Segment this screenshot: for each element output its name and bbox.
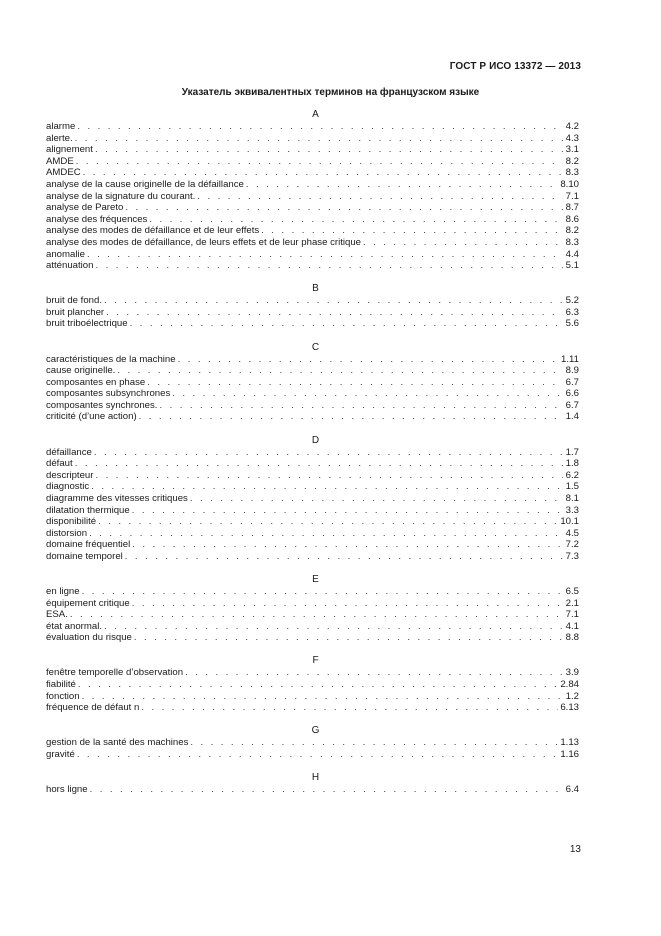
index-entry: [46, 551, 579, 563]
index-section-e: [46, 574, 579, 644]
entry-term: fréquence de défaut n: [46, 702, 140, 714]
entry-term: analyse de la signature du courant.: [46, 190, 196, 202]
entry-term: AMDEC: [46, 167, 81, 179]
entry-reference: 5.1: [565, 260, 579, 272]
index-entry: [46, 609, 579, 621]
section-letter: H: [311, 772, 320, 784]
term-index: [46, 109, 579, 807]
entry-term: domaine fréquentiel: [46, 539, 131, 551]
entry-reference: 4.1: [565, 620, 579, 632]
leader-dots: [132, 539, 563, 551]
index-entry: [46, 691, 579, 703]
entry-term: caractéristiques de la machine: [46, 353, 176, 365]
leader-dots: [125, 202, 563, 214]
leader-dots: [90, 784, 563, 796]
index-entry: [46, 528, 579, 540]
entry-reference: 7.1: [565, 190, 579, 202]
entry-term: analyse des fréquences: [46, 213, 148, 225]
entry-reference: 2.1: [565, 597, 579, 609]
entry-term: diagnostic: [46, 481, 90, 493]
index-entry: [46, 225, 579, 237]
index-entry: [46, 516, 579, 528]
entry-reference: 8.7: [565, 202, 579, 214]
leader-dots: [185, 667, 563, 679]
entry-term: AMDE: [46, 155, 74, 167]
entry-term: descripteur: [46, 469, 94, 481]
index-section-c: [46, 342, 579, 424]
entry-reference: 3.1: [565, 144, 579, 156]
index-entry: [46, 144, 579, 156]
entry-reference: 8.10: [560, 178, 579, 190]
entry-term: analyse des modes de défaillance, de leurs effets et de leur phase critique: [46, 236, 362, 248]
entry-term: dilatation thermique: [46, 504, 130, 516]
entry-term: état anormal.: [46, 620, 102, 632]
leader-dots: [159, 400, 563, 412]
index-entry: [46, 354, 579, 366]
leader-dots: [130, 318, 563, 330]
entry-reference: 7.3: [565, 550, 579, 562]
entry-reference: 4.3: [565, 132, 579, 144]
entry-term: composantes en phase: [46, 376, 146, 388]
index-entry: [46, 179, 579, 191]
entry-term: bruit de fond.: [46, 295, 103, 307]
entry-reference: 7.2: [565, 539, 579, 551]
index-entry: [46, 737, 579, 749]
leader-dots: [94, 447, 563, 459]
entry-reference: 4.5: [565, 527, 579, 539]
leader-dots: [125, 551, 563, 563]
entry-term: analyse de la cause originelle de la défaillance: [46, 178, 244, 190]
entry-term: bruit triboélectrique: [46, 318, 128, 330]
section-letter: D: [311, 434, 320, 446]
index-entry: [46, 458, 579, 470]
leader-dots: [95, 470, 563, 482]
leader-dots: [95, 260, 563, 272]
entry-term: alerte.: [46, 132, 73, 144]
leader-dots: [98, 516, 558, 528]
entry-reference: 7.1: [565, 609, 579, 621]
index-section-f: [46, 655, 579, 713]
leader-dots: [172, 388, 563, 400]
document-header: ГОСТ Р ИСО 13372 — 2013: [449, 61, 581, 72]
entry-term: domaine temporel: [46, 550, 123, 562]
entry-reference: 3.9: [565, 667, 579, 679]
index-entry: [46, 632, 579, 644]
section-letter: E: [312, 574, 319, 585]
section-letter: F: [312, 655, 319, 667]
leader-dots: [246, 179, 558, 191]
section-letter: A: [312, 109, 319, 120]
entry-reference: 1.7: [565, 446, 579, 458]
entry-term: cause originelle.: [46, 365, 116, 377]
index-entry: [46, 679, 579, 691]
entry-term: équipement critique: [46, 597, 130, 609]
entry-term: gravité: [46, 748, 75, 760]
entry-reference: 6.3: [565, 306, 579, 318]
index-title: Указатель эквивалентных терминов на французском языке: [181, 87, 480, 98]
leader-dots: [178, 354, 559, 366]
entry-term: défaut: [46, 458, 73, 470]
leader-dots: [70, 609, 563, 621]
index-entry: [46, 411, 579, 423]
index-entry: [46, 784, 579, 796]
leader-dots: [117, 365, 563, 377]
section-letter: B: [312, 283, 319, 295]
entry-term: composantes synchrones.: [46, 399, 158, 411]
entry-reference: 6.5: [565, 586, 579, 597]
index-entry: [46, 505, 579, 517]
index-entry: [46, 260, 579, 272]
entry-term: alignement: [46, 144, 93, 156]
index-entry: [46, 237, 579, 249]
index-entry: [46, 598, 579, 610]
entry-term: fenêtre temporelle d’observation: [46, 667, 184, 679]
entry-term: composantes subsynchrones: [46, 388, 171, 400]
entry-reference: 4.4: [565, 248, 579, 260]
leader-dots: [87, 249, 563, 261]
index-entry: [46, 621, 579, 633]
index-entry: [46, 318, 579, 330]
entry-term: distorsion: [46, 527, 88, 539]
entry-reference: 1.11: [561, 353, 579, 365]
entry-reference: 5.2: [565, 295, 579, 307]
index-entry: [46, 167, 579, 179]
leader-dots: [82, 691, 563, 703]
entry-reference: 5.6: [565, 318, 579, 330]
leader-dots: [78, 679, 558, 691]
entry-reference: 6.4: [565, 784, 579, 796]
index-entry: [46, 191, 579, 203]
entry-reference: 6.7: [565, 399, 579, 411]
leader-dots: [141, 702, 558, 714]
leader-dots: [77, 749, 559, 761]
index-entry: [46, 377, 579, 389]
leader-dots: [132, 505, 563, 517]
entry-reference: 8.6: [565, 213, 579, 225]
index-entry: [46, 307, 579, 319]
leader-dots: [83, 167, 563, 179]
entry-term: fiabilité: [46, 679, 76, 691]
entry-term: anomalie: [46, 248, 85, 260]
leader-dots: [75, 133, 563, 145]
entry-reference: 8.1: [565, 492, 579, 504]
entry-reference: 1.4: [565, 411, 579, 423]
entry-term: évaluation du risque: [46, 632, 132, 644]
leader-dots: [106, 307, 563, 319]
leader-dots: [190, 737, 558, 749]
index-entry: [46, 214, 579, 226]
leader-dots: [76, 156, 563, 168]
entry-reference: 6.6: [565, 388, 579, 400]
section-letter: G: [311, 725, 320, 737]
index-entry: [46, 295, 579, 307]
entry-reference: 3.3: [565, 504, 579, 516]
entry-term: en ligne: [46, 586, 80, 597]
entry-term: criticité (d’une action): [46, 411, 137, 423]
entry-reference: 8.9: [565, 365, 579, 377]
index-section-d: [46, 435, 579, 563]
leader-dots: [132, 598, 563, 610]
entry-term: ESA.: [46, 609, 68, 621]
entry-reference: 1.8: [565, 458, 579, 470]
leader-dots: [197, 191, 563, 203]
index-section-b: [46, 283, 579, 330]
entry-term: gestion de la santé des machines: [46, 737, 189, 749]
index-entry: [46, 447, 579, 459]
leader-dots: [363, 237, 563, 249]
entry-reference: 8.3: [565, 167, 579, 179]
index-entry: [46, 539, 579, 551]
index-entry: [46, 202, 579, 214]
entry-term: hors ligne: [46, 784, 88, 796]
entry-reference: 2.84: [560, 679, 579, 691]
entry-term: fonction: [46, 690, 80, 702]
index-entry: [46, 133, 579, 145]
section-letter: C: [311, 341, 320, 353]
entry-reference: 6.2: [565, 469, 579, 481]
index-section-h: [46, 772, 579, 796]
leader-dots: [89, 528, 563, 540]
index-entry: [46, 388, 579, 400]
entry-reference: 6.13: [560, 702, 579, 714]
leader-dots: [190, 493, 563, 505]
leader-dots: [149, 214, 563, 226]
index-entry: [46, 493, 579, 505]
entry-term: bruit plancher: [46, 306, 105, 318]
entry-reference: 1.2: [565, 690, 579, 702]
entry-reference: 1.5: [565, 481, 579, 493]
index-entry: [46, 749, 579, 761]
leader-dots: [104, 295, 563, 307]
entry-term: analyse de Pareto: [46, 202, 124, 214]
entry-reference: 6.7: [565, 376, 579, 388]
index-entry: [46, 400, 579, 412]
entry-term: diagramme des vitesses critiques: [46, 492, 188, 504]
entry-reference: 1.13: [560, 737, 579, 749]
entry-reference: 8.2: [565, 155, 579, 167]
index-entry: [46, 365, 579, 377]
leader-dots: [261, 225, 563, 237]
entry-term: analyse des modes de défaillance et de leur effets: [46, 225, 260, 237]
index-entry: [46, 156, 579, 168]
leader-dots: [75, 458, 563, 470]
entry-reference: 4.2: [565, 121, 579, 132]
index-entry: [46, 481, 579, 493]
index-entry: [46, 667, 579, 679]
leader-dots: [91, 481, 563, 493]
index-entry: [46, 702, 579, 714]
index-section-g: [46, 725, 579, 760]
entry-reference: 8.8: [565, 632, 579, 644]
entry-term: défaillance: [46, 446, 92, 458]
leader-dots: [82, 586, 563, 598]
index-entry: [46, 249, 579, 261]
entry-term: disponibilité: [46, 516, 97, 528]
page-number: 13: [569, 844, 581, 855]
leader-dots: [134, 632, 563, 644]
index-section-a: [46, 109, 579, 272]
index-entry: [46, 586, 579, 598]
index-entry: [46, 470, 579, 482]
leader-dots: [95, 144, 563, 156]
leader-dots: [77, 121, 563, 133]
entry-reference: 8.2: [565, 225, 579, 237]
index-entry: [46, 121, 579, 133]
entry-term: alarme: [46, 121, 76, 132]
entry-reference: 10.1: [560, 516, 579, 528]
entry-reference: 8.3: [565, 236, 579, 248]
entry-reference: 1.16: [560, 748, 579, 760]
leader-dots: [147, 377, 563, 389]
leader-dots: [104, 621, 563, 633]
leader-dots: [139, 411, 563, 423]
entry-term: atténuation: [46, 260, 94, 272]
